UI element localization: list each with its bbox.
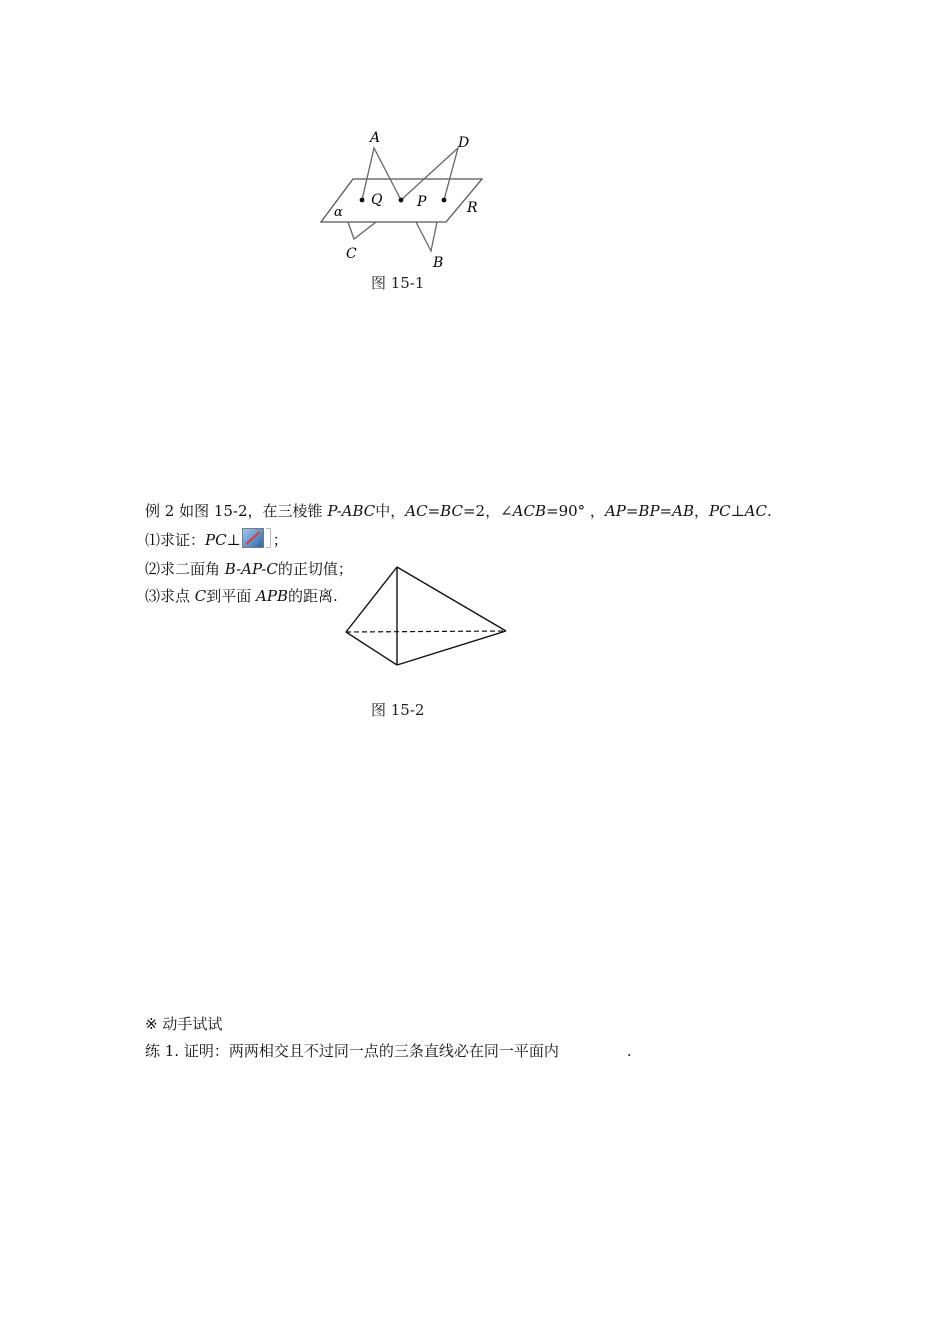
label-alpha: α <box>334 205 343 220</box>
edge-apex-right <box>397 567 506 631</box>
label-q: Q <box>371 192 383 208</box>
section-title: ※ 动手试试 <box>145 1015 223 1033</box>
figure-15-1 <box>310 120 510 280</box>
practice-1-label: 练 1. 证明：两两相交且不过同一点的三条直线必在同一平面内 <box>145 1042 559 1060</box>
question-1-pc: PC <box>205 531 227 549</box>
question-3-suffix: 的距离. <box>288 587 338 605</box>
question-2-suffix: 的正切值； <box>277 560 353 578</box>
figure-15-1-caption: 图 15-1 <box>371 274 425 292</box>
question-3-c: C <box>194 587 207 605</box>
question-1-prefix: ⑴求证： <box>145 531 206 549</box>
broken-image-frame <box>266 528 271 548</box>
question-3 <box>145 585 338 606</box>
question-2-prefix: ⑵求二面角 <box>145 560 225 578</box>
question-3-mid: 到平面 <box>206 587 257 605</box>
question-2-angle: B-AP-C <box>224 560 278 578</box>
question-1-suffix: ； <box>272 531 288 549</box>
edge-front-right <box>397 631 506 665</box>
question-1 <box>145 528 288 550</box>
example-2-deg: =90° ， <box>546 502 605 520</box>
point-p <box>399 198 404 203</box>
question-1-perp: ⊥ <box>226 531 241 549</box>
figure-15-2-caption: 图 15-2 <box>371 701 425 719</box>
segment-p-d-r <box>401 148 458 200</box>
example-2-acb: ACB <box>512 502 546 520</box>
example-2-ap-eq: AP=BP=AB <box>604 502 694 520</box>
question-3-prefix: ⑶求点 <box>145 587 195 605</box>
label-c: C <box>346 246 357 262</box>
edge-apex-left <box>346 567 397 632</box>
question-3-apb: APB <box>256 587 288 605</box>
point-q <box>360 198 365 203</box>
figure-15-2-pyramid <box>340 560 520 672</box>
edge-left-right-hidden <box>346 631 506 632</box>
example-2-prefix: 例 2 如图 15-2，在三棱锥 <box>145 502 328 520</box>
label-r: R <box>467 200 478 216</box>
example-2-two: 2，∠ <box>475 502 513 520</box>
broken-image-icon <box>242 528 264 548</box>
segment-c-below <box>348 222 376 239</box>
point-r <box>442 198 447 203</box>
label-d: D <box>458 135 470 151</box>
label-a: A <box>370 130 381 146</box>
practice-1 <box>145 1040 632 1061</box>
example-2-ac-eq: AC=BC= <box>405 502 476 520</box>
label-b: B <box>433 255 444 271</box>
practice-1-end: . <box>626 1042 632 1060</box>
example-2-mid1: 中， <box>375 502 406 520</box>
example-2-pc-ac: PC⊥AC <box>709 502 767 520</box>
example-2-comma: ， <box>693 502 709 520</box>
example-2-pabc: P-ABC <box>327 502 376 520</box>
segment-b-below <box>416 222 437 251</box>
example-2-end: . <box>767 502 772 520</box>
question-2 <box>145 558 353 579</box>
label-p: P <box>417 194 427 210</box>
example-2-statement <box>145 500 772 521</box>
edge-left-front <box>346 632 397 665</box>
